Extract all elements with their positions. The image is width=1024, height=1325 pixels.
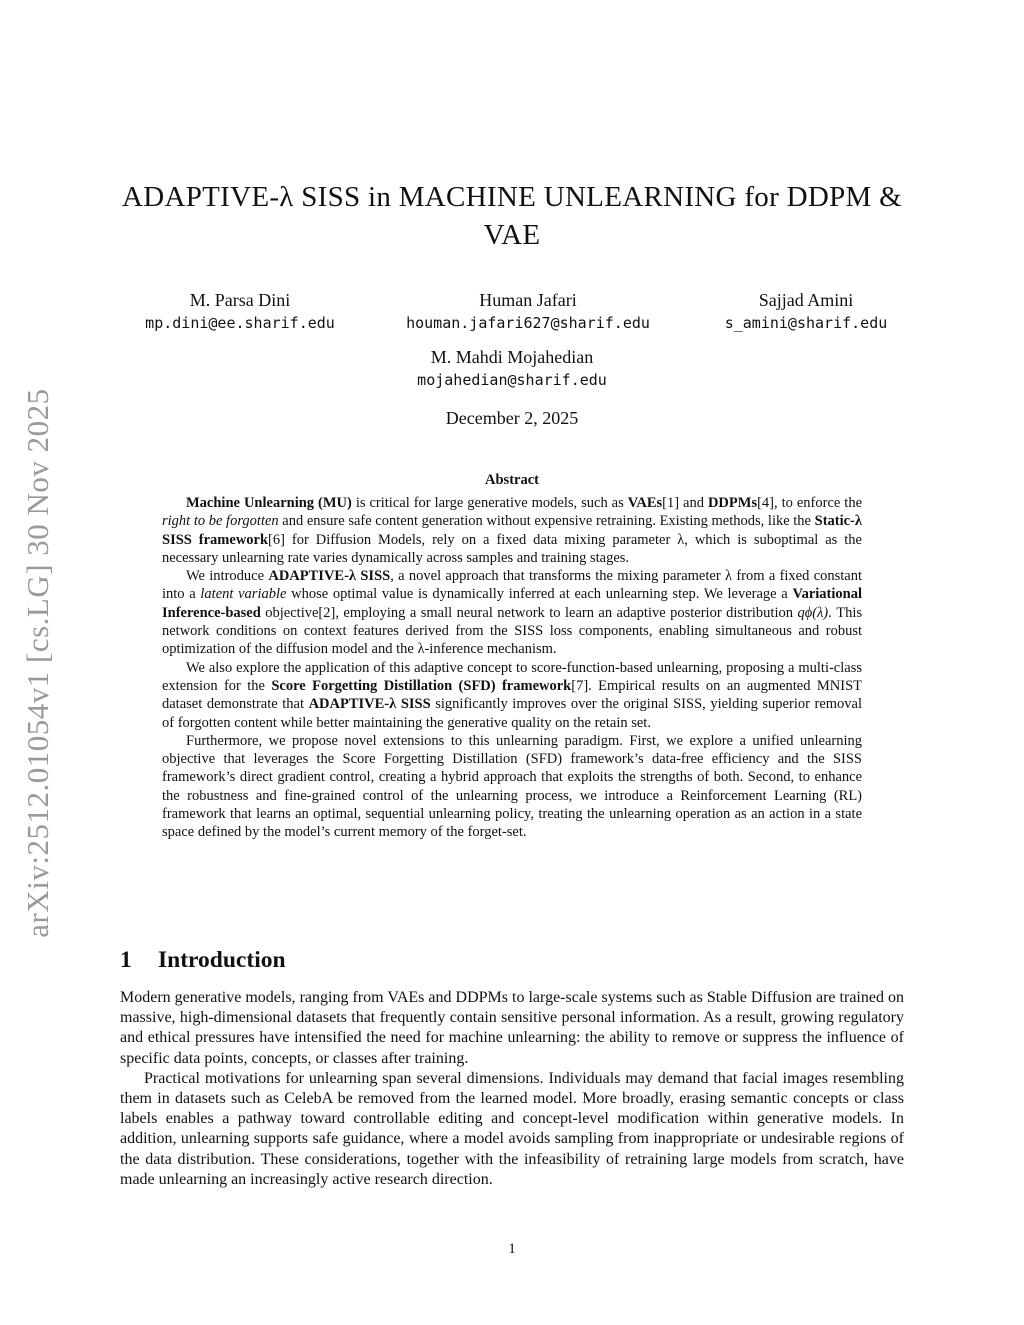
text-run: , a novel approach that transforms the mixing parameter λ from a fixed constant into a	[162, 568, 863, 603]
author-name: Human Jafari	[479, 290, 577, 310]
abstract-paragraph	[162, 494, 862, 567]
author-email[interactable]: mp.dini@ee.sharif.edu	[145, 314, 335, 332]
bold-term: DDPMs	[707, 495, 758, 511]
bold-term: Score Forgetting Distillation (SFD) framework	[271, 677, 572, 694]
text-run: whose optimal value is dynamically inferred at each unlearning step. We leverage a	[286, 586, 793, 603]
bold-term: Machine Unlearning (MU)	[186, 495, 352, 511]
text-run: and ensure safe content generation without expensive retraining. Existing methods, like the	[278, 513, 815, 530]
bold-term: VAEs	[627, 495, 663, 511]
author-name: M. Parsa Dini	[189, 290, 291, 310]
text-run: We also explore the application of this adaptive concept to score-function-based unlearning, proposing a multi-class extension for the	[162, 659, 862, 694]
text-run: [4], to enforce the	[757, 495, 863, 511]
math-expression: qϕ(λ)	[797, 604, 829, 621]
text-run: [1] and	[662, 495, 708, 511]
body-paragraph: Practical motivations for unlearning span several dimensions. Individuals may demand that facial images resembling them in datasets such as CelebA be removed from the learned model. More broadly, erasing semantic concepts or class labels enables a pathway toward controllable editing and concept-level modification within generative models. In addition, unlearning supports safe guidance, where a model avoids sampling from inappropriate or undesirable regions of the data distribution. These considerations, together with the infeasibility of retraining large models from scratch, have made unlearning an increasingly active research direction.	[120, 1069, 904, 1188]
author-block	[384, 345, 640, 391]
author-block	[384, 288, 672, 334]
arxiv-identifier-stamp[interactable]: arXiv:2512.01054v1 [cs.LG] 30 Nov 2025	[20, 388, 55, 938]
page-number: 1	[508, 1241, 516, 1257]
abstract-paragraph: Furthermore, we propose novel extensions to this unlearning paradigm. First, we explore a unified unlearning objective that leverages the Score Forgetting Distillation (SFD) framework’s data-free efficiency and the SISS framework’s direct gradient control, creating a hybrid approach that exploits the strengths of both. Second, to enhance the robustness and fine-grained control of the unlearning process, we introduce a Reinforcement Learning (RL) framework that learns an optimal, sequential unlearning policy, treating the unlearning operation as an action in a state space defined by the model’s current memory of the forget-set.	[162, 732, 862, 841]
text-run: objective[2], employing a small neural network to learn an adaptive posterior distribution	[260, 604, 798, 621]
section-number: 1	[120, 947, 132, 973]
bold-term: ADAPTIVE-λ SISS	[308, 696, 431, 713]
author-email[interactable]: mojahedian@sharif.edu	[417, 371, 607, 389]
body-paragraph: Modern generative models, ranging from VAEs and DDPMs to large-scale systems such as Stable Diffusion are trained on massive, high-dimensional datasets that frequently contain sensitive personal information. As a result, growing regulatory and ethical pressures have intensified the need for machine unlearning: the ability to remove or suppress the influence of specific data points, concepts, or classes after training.	[120, 989, 904, 1067]
abstract-body	[162, 494, 862, 842]
author-name: Sajjad Amini	[758, 290, 854, 310]
author-block	[112, 288, 368, 334]
abstract-paragraph	[162, 659, 862, 732]
publication-date: December 2, 2025	[445, 408, 579, 428]
text-run: significantly improves over the original SISS, yielding superior removal of forgotten content while better maintaining the generative quality on the retain set.	[162, 696, 863, 731]
italic-term: right to be forgotten	[162, 513, 279, 530]
text-run: . This network conditions on context features derived from the SISS loss components, enabling simultaneous and robust optimization of the diffusion model and the λ-inference mechanism.	[162, 604, 862, 658]
text-run: We introduce	[186, 568, 269, 585]
section-title: Introduction	[158, 947, 286, 973]
bold-term: ADAPTIVE-λ SISS	[268, 568, 391, 585]
text-run: [7]. Empirical results on an augmented MNIST dataset demonstrate that	[162, 677, 862, 713]
italic-term: latent variable	[200, 586, 287, 603]
paper-title: ADAPTIVE-λ SISS in MACHINE UNLEARNING for DDPM & VAE	[121, 181, 903, 251]
text-run: [6] for Diffusion Models, rely on a fixed data mixing parameter λ, which is suboptimal as the necessary unlearning rate varies dynamically across samples and training stages.	[162, 531, 862, 566]
author-email[interactable]: s_amini@sharif.edu	[724, 314, 888, 332]
section-heading	[120, 944, 286, 976]
author-name: M. Mahdi Mojahedian	[430, 347, 594, 367]
bold-term: Variational Inference-based	[162, 586, 862, 621]
author-email[interactable]: houman.jafari627@sharif.edu	[406, 314, 650, 332]
text-run: is critical for large generative models, such as	[351, 495, 628, 511]
abstract-paragraph	[162, 567, 862, 658]
author-block	[690, 288, 922, 334]
abstract-heading: Abstract	[485, 472, 539, 488]
bold-term: Static-λ SISS framework	[162, 513, 863, 548]
introduction-body	[120, 988, 904, 1190]
